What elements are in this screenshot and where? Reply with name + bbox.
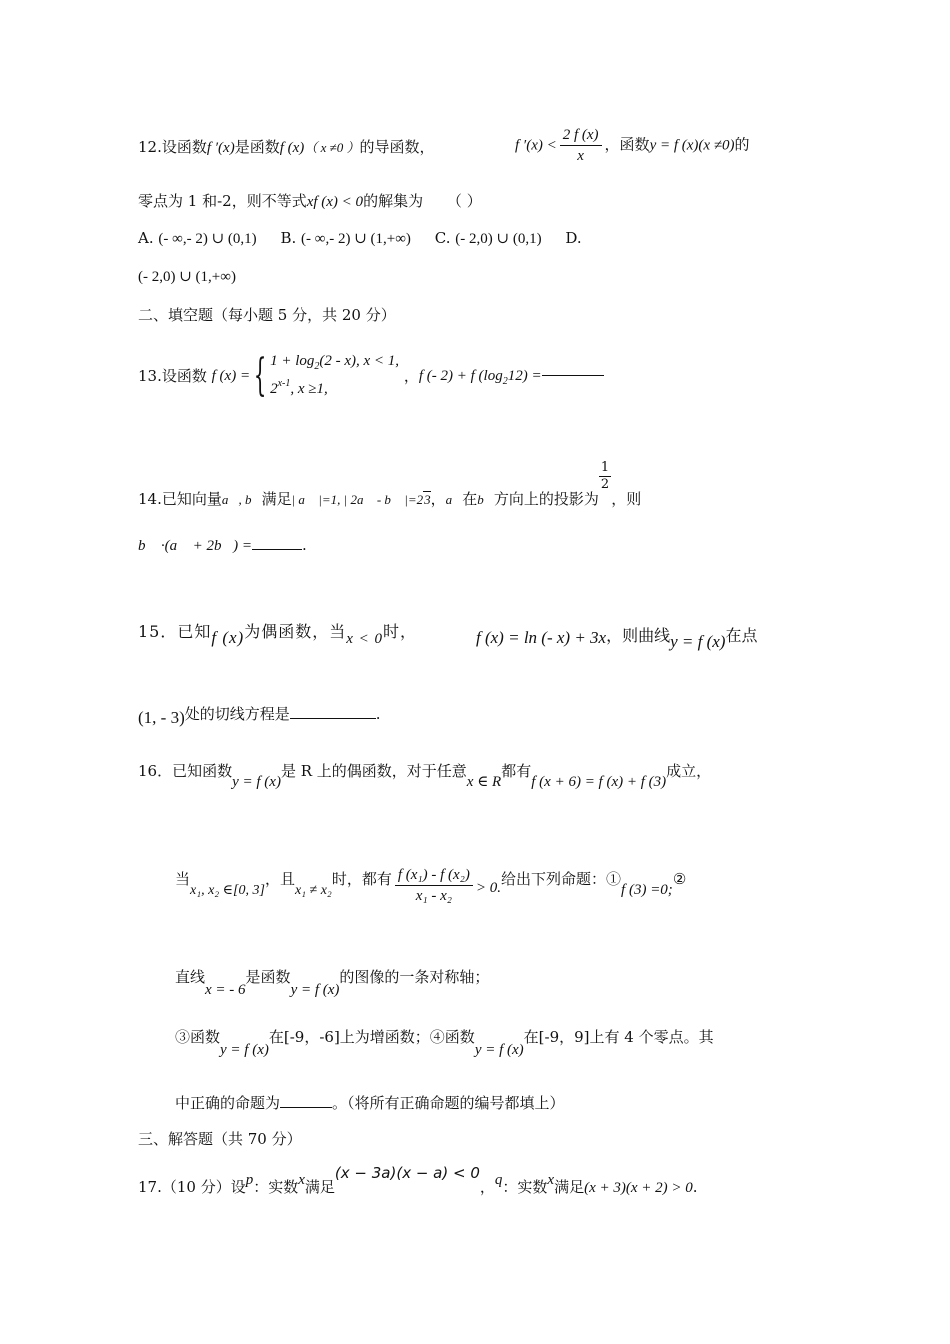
q12-optA-label: A.	[138, 229, 154, 247]
q15-text-g: .	[375, 705, 381, 723]
q15-text-c: 时，	[383, 622, 418, 641]
q15-curve: y = f (x)	[670, 632, 726, 651]
q15-text-a: 15．已知	[138, 622, 212, 641]
q13-case1-text: 1 + log	[270, 353, 315, 369]
q12-optB-label: B.	[280, 229, 297, 247]
q13-comma: ，	[403, 367, 419, 385]
q16-text-b: 是 R 上的偶函数，对于任意	[280, 762, 467, 780]
q17-ineq: (x − 3a)(x − a) < 0	[334, 1164, 480, 1182]
q12-ineq-left: f ′(x) <	[515, 137, 557, 154]
q12-text-c: 的导函数，	[359, 138, 435, 156]
q15-text-b: 为偶函数，当	[244, 622, 347, 641]
q12-optC-label: C.	[434, 229, 451, 247]
q17-text-a: 17.（10 分）设	[138, 1178, 246, 1196]
q16-l2-c: 时，都有	[331, 870, 392, 888]
q13-expr-rest: 12) =	[507, 368, 542, 384]
q14-proj-den: 2	[600, 476, 610, 492]
q16-answer-blank[interactable]	[280, 1107, 332, 1108]
q17-text-d: ，	[479, 1178, 495, 1196]
q16-frac-num: f (x₁) - f (x₂)	[395, 866, 473, 886]
q12-answer-paren: （ ）	[446, 192, 482, 210]
q14-va: a⃗	[445, 492, 463, 508]
q14-cond	[292, 491, 431, 507]
q14-line1	[138, 460, 642, 509]
q13-case1-sub: 2	[314, 361, 320, 372]
q17-text-c: 满足	[304, 1178, 335, 1196]
q14-text-b: 满足	[261, 490, 292, 509]
q13-text-a: 13.设函数	[138, 367, 207, 385]
q16-l2-set: x₁, x₂ ∈[0, 3]	[190, 883, 265, 898]
q16-l4-c: 在[-9，9]上有 4 个零点。其	[523, 1028, 714, 1046]
q13-cases	[270, 348, 399, 404]
q16-line3	[175, 968, 490, 998]
q16-fraction	[395, 866, 473, 905]
q14-text-f: ，则	[611, 490, 642, 509]
q14-line2-expr: b⃗ ·(a⃗ + 2b⃗) =	[138, 538, 252, 554]
q12-func: y = f (x)(x ≠0)	[649, 137, 735, 154]
q16-text-d: 成立，	[666, 762, 712, 780]
q16-l4-func2: y = f (x)	[474, 1042, 524, 1058]
q12-text-d: ，函数	[604, 135, 650, 154]
q14-text-c: ，	[430, 490, 446, 509]
q16-text-c: 都有	[501, 762, 532, 780]
q16-l2-d: 给出下列命题：①	[501, 870, 622, 888]
q16-line4	[175, 1028, 714, 1058]
q16-func: y = f (x)	[232, 774, 281, 790]
q12-optA: (- ∞,- 2) ∪ (0,1)	[158, 231, 257, 247]
q13-expr-text: f (- 2) + f (log	[418, 368, 503, 384]
q16-l4-func: y = f (x)	[220, 1042, 269, 1058]
q12-ineq	[515, 126, 750, 165]
q14-cond-text: | a⃗ |=1, | 2a⃗ - b⃗ |=2	[291, 492, 424, 508]
q16-l4-a: ③函数	[175, 1028, 221, 1046]
q17-text-g: .	[692, 1178, 698, 1196]
q16-l2-b: ，且	[264, 870, 295, 888]
q15-def: f (x) = ln (- x) + 3x	[476, 628, 607, 647]
q14-text-e: 方向上的投影为	[493, 490, 599, 509]
q17-line	[138, 1164, 698, 1197]
q16-l3-func: y = f (x)	[290, 982, 340, 998]
q12-optB: (- ∞,- 2) ∪ (1,+∞)	[301, 231, 411, 247]
q13-case2-rest: , x ≥1,	[290, 381, 328, 397]
q12-text-a: 12.设函数	[138, 138, 207, 156]
q12-optD: (- 2,0) ∪ (1,+∞)	[138, 269, 236, 285]
q14-answer-blank[interactable]	[252, 549, 302, 550]
q13-fx: f (x) =	[211, 368, 251, 384]
q16-line5	[175, 1094, 565, 1112]
q12-frac-num: 2 f (x)	[560, 126, 602, 146]
q12-line2	[138, 192, 482, 211]
q12-frac-den: x	[577, 148, 584, 164]
q14-text-a: 14.已知向量	[138, 490, 222, 509]
q12-fx: f (x)	[279, 140, 305, 156]
q14-projection-fraction	[599, 460, 611, 492]
q14-text-d: 在	[462, 490, 478, 509]
q15-line1b	[476, 626, 758, 651]
q15-answer-blank[interactable]	[290, 718, 376, 719]
q14-vb: b⃗	[477, 492, 494, 508]
q13-brace: {	[253, 350, 267, 401]
q12-line1	[138, 138, 434, 157]
q12-text-e: 的	[734, 135, 750, 154]
q16-l2-ne: x₁ ≠ x₂	[294, 883, 332, 898]
q17-q: q	[494, 1172, 503, 1188]
q16-l5-b: 。（将所有正确命题的编号都填上）	[332, 1094, 565, 1112]
q16-line2	[175, 867, 687, 905]
q14-line2	[138, 536, 307, 555]
q13-case1-rest: (2 - x), x < 1,	[319, 353, 400, 369]
section2-heading: 二、填空题（每小题 5 分，共 20 分）	[138, 306, 396, 324]
q12-fprime: f ′(x)	[206, 140, 235, 156]
q16-l2-p1: f (3) =0;	[621, 882, 673, 898]
section3-heading: 三、解答题（共 70 分）	[138, 1130, 302, 1148]
q16-l2-a: 当	[175, 870, 191, 888]
q16-l3-x: x = - 6	[205, 982, 246, 998]
q15-fx: f (x)	[211, 628, 245, 647]
q15-line2	[138, 704, 381, 727]
q15-text-f: 处的切线方程是	[184, 705, 290, 723]
q12-fraction	[560, 126, 602, 165]
q16-l2-gt: > 0.	[475, 880, 502, 896]
q16-l3-a: 直线	[175, 968, 206, 986]
q12-line2-a: 零点为 1 和-2，则不等式	[138, 192, 307, 210]
q16-l5-a: 中正确的命题为	[175, 1094, 281, 1112]
q16-eq: f (x + 6) = f (x) + f (3)	[531, 774, 667, 790]
q14-line2-end: .	[302, 536, 307, 554]
q17-text-b: ：实数	[253, 1178, 299, 1196]
q17-ineq2: (x + 3)(x + 2) > 0	[584, 1180, 693, 1196]
q15-text-e: 在点	[725, 626, 758, 645]
q17-text-e: ：实数	[502, 1178, 548, 1196]
q13-case1	[270, 348, 399, 376]
q12-optD-label: D.	[565, 229, 582, 247]
q12-cond: （ x ≠0 ）	[304, 140, 360, 155]
q14-sqrt: 3	[424, 492, 431, 508]
q16-l3-b: 是函数	[245, 968, 291, 986]
q15-point: (1, - 3)	[138, 708, 185, 727]
q17-text-f: 满足	[554, 1178, 585, 1196]
q14-vecs: a⃗, b⃗	[221, 492, 262, 508]
q16-frac-den: x₁ - x₂	[415, 888, 452, 904]
q12-line2-ineq: xf (x) < 0	[306, 194, 364, 210]
q16-text-a: 16．已知函数	[138, 762, 233, 780]
q17-x2: x	[547, 1172, 555, 1188]
q13-case2-text: 2	[270, 381, 278, 397]
q13-expr-sub: 2	[502, 376, 508, 387]
q15-cond: x < 0	[346, 631, 384, 647]
q12-line2-b: 的解集为	[363, 192, 424, 210]
q16-line1	[138, 762, 712, 790]
q16-l2-e: ②	[672, 870, 687, 888]
q12-optC: (- 2,0) ∪ (0,1)	[455, 231, 542, 247]
q15-line1	[138, 622, 418, 647]
q16-cond: x ∈ R	[466, 774, 502, 790]
q13-expr	[418, 368, 542, 387]
q13-line	[138, 348, 604, 404]
q12-options	[138, 229, 582, 248]
q17-p: p	[245, 1172, 254, 1188]
q14-proj-num: 1	[600, 460, 610, 475]
q15-text-d: ，则曲线	[606, 626, 671, 645]
q12-text-b: 是函数	[234, 138, 280, 156]
q17-x: x	[298, 1172, 305, 1188]
q16-l4-b: 在[-9，-6]上为增函数；④函数	[268, 1028, 475, 1046]
q13-case2	[270, 376, 399, 404]
q13-answer-blank[interactable]	[542, 375, 604, 376]
q16-l3-c: 的图像的一条对称轴；	[339, 968, 490, 986]
q13-case2-sup: x-1	[277, 378, 291, 389]
